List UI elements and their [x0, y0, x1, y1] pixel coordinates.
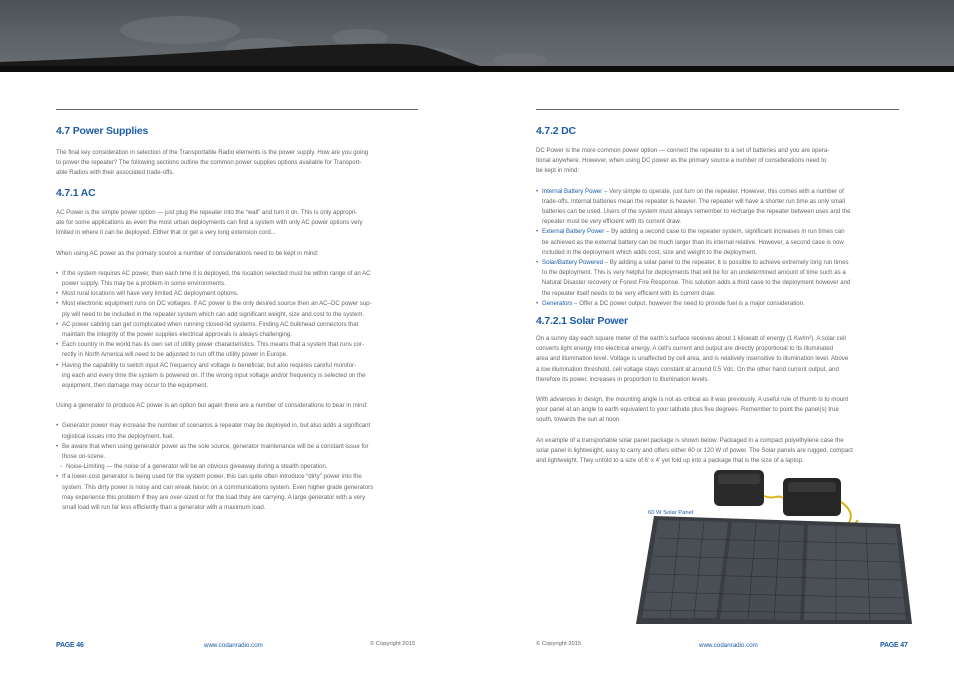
solar-line: your panel at an angle to earth equivalent to your latitude plus five degrees. Remember to point the panel(s) true: [536, 406, 839, 414]
solar-line: south, towards the sun at noon.: [536, 416, 622, 424]
list-item: • AC power cabling can get complicated when running closed-lid systems. Finding AC bulkhead connectors that maintain the integrity of the power supplies electrical approvals is always challenging.: [56, 320, 418, 340]
intro-line: to power the repeater? The following sections outline the common power supplies options available for Transport-: [56, 159, 362, 167]
copyright-right: © Copyright 2015: [536, 641, 582, 647]
heading-solar-power: 4.7.2.1 Solar Power: [536, 315, 628, 327]
list-item: • Solar/Battery Powered – By adding a solar panel to the repeater, it is possible to achieve extremely long run times to the deployment. This is very helpful for deployments that will be for an undetermined amount of time such as a Natural Disaster recovery or Forest Fire Response. This solution adds a third case to the deployment however and the repeater itself needs to be very efficient with its current draw.: [536, 258, 900, 299]
ac-bullet-list: [56, 269, 418, 391]
dc-section: [536, 146, 900, 309]
list-item: • If a lower-cost generator is being used for the system power, this can quite often introduce “dirty” power into the system. This dirty power is noisy and can wreak havoc on a communications system. Even higher grade generators may experience this problem if they are over-sized or for the load they are carrying. A large generator with a very small load will run far less efficiently than a generator with a maximum load.: [56, 472, 418, 513]
copyright-left: © Copyright 2015: [370, 641, 416, 647]
solar-line: solar panel is lightweight, easy to carry and offers either 60 or 120 W of power. The Solar panels are rugged, compact: [536, 446, 853, 454]
dc-line: DC Power is the more common power option — connect the repeater to a set of batteries and you are opera-: [536, 147, 830, 154]
list-item: • Each country in the world has its own set of utility power characteristics. This means that a system that runs cor- rectly in North America will need to be adjusted to run off the utility power in Europe.: [56, 340, 418, 360]
list-item: • Be aware that when using generator power as the sole source, generator maintenance will be a constant issue for those on-scene.: [56, 442, 418, 462]
solar-line: therefore its power, increases in proportion to illumination levels.: [536, 375, 710, 383]
list-item: • Generator power may increase the number of scenarios a repeater may be deployed in, but also adds a significant logistical issues into the deployment, fuel.: [56, 421, 418, 441]
heading-dc: 4.7.2 DC: [536, 125, 576, 137]
dc-line: tional anywhere. However, when using DC power as the primary source a number of considerations need to: [536, 157, 827, 165]
heading-ac: 4.7.1 AC: [56, 187, 96, 199]
list-item: • Generators – Offer a DC power output, however the need to provide fuel is a major consideration.: [536, 299, 900, 309]
list-item: • External Battery Power – By adding a second case to the repeater system, significant increases in run times can be achieved as the external battery can be much larger than its internal relative. However, a second case is now included in the deployment which adds cost, size and weight to the deployment.: [536, 227, 900, 258]
left-top-rule: [56, 109, 418, 110]
ac-line: AC Power is the simple power option — just plug the repeater into the “wall” and turn it on. This is only appropri-: [56, 209, 358, 216]
generator-considerations: Using a generator to produce AC power is an option but again there are a number of considerations to bear in mind:: [56, 402, 368, 410]
generator-bullet-list: [56, 421, 418, 513]
list-item: • Most rural locations will have very limited AC deployment options.: [56, 289, 418, 299]
intro-line: The final key consideration in selection of the Transportable Radio elements is the power supply. How are you going: [56, 149, 369, 156]
list-item: ◦ Noise-Limiting — the noise of a generator will be an obvious giveaway during a stealth operation.: [56, 462, 418, 472]
solar-line: area and illumination level. Voltage is unaffected by cell area, and is relatively insensitive to illumination level. Above: [536, 355, 849, 363]
solar-line: With advances in design, the mounting angle is not as critical as it was previously. A useful rule of thumb is to mount: [536, 396, 849, 404]
solar-line: On a sunny day each square meter of the earth’s surface receives about 1 kilowatt of energy (1 Kw/m²). A solar cell: [536, 335, 846, 342]
solar-line: converts light energy into electrical energy. A cell’s current and output are directly proportional to its illuminated: [536, 345, 834, 353]
power-intro: [56, 148, 418, 179]
image-caption: 60 W Solar Panel: [648, 510, 694, 516]
header-banner: [0, 0, 954, 72]
list-item: • Most electronic equipment runs on DC voltages. If AC power is the only desired source then an AC–DC power sup- ply will need to be included in the repeater system which can add significant weight, size and cost to the system.: [56, 299, 418, 319]
list-item: • If the system requires AC power, then each time it is deployed, the location selected must be within range of an AC power supply. This may be a problem in some environments.: [56, 269, 418, 289]
ac-line: ate for some applications as even the most urban deployments can find a system with only AC power options very: [56, 219, 363, 227]
page-number-right: PAGE 47: [880, 642, 908, 649]
world-map-banner-icon: [0, 0, 954, 72]
right-top-rule: [536, 109, 899, 110]
ac-line: limited in where it can be deployed. Either that or get a very long extension cord...: [56, 229, 276, 237]
website-link-left[interactable]: www.codanradio.com: [204, 642, 263, 649]
dc-line: be kept in mind:: [536, 167, 580, 175]
list-item: • Internal Battery Power – Very simple to operate, just turn on the repeater. However, this comes with a number of trade-offs. Internal batteries mean the repeater is heavier. The repeater will have a shorter run time as only small batteries can be used. Users of the system must always remember to recharge the repeater between uses and the repeater must be very efficient with its current draw.: [536, 187, 900, 228]
ac-section: [56, 208, 418, 513]
solar-line: An example of a transportable solar panel package is shown below. Packaged in a compact polyethylene case the: [536, 436, 844, 444]
solar-line: and lightweight. They unfold to a size of 6’ x 4’ yet fold up into a package that is the size of a laptop.: [536, 457, 804, 465]
list-item: • Having the capability to switch input AC frequency and voltage is beneficial, but also requires careful monitor- ing each and every time the system is powered on. If the wrong input voltage and/or frequency is selected on the equipment, then damage may occur to the equipment.: [56, 361, 418, 392]
intro-line: able Radios with their associated trade-offs.: [56, 169, 175, 177]
solar-line: a low illumination threshold, cell voltage stays constant at around 0.5 Vdc. On the other hand current output, and: [536, 365, 839, 373]
solar-panel-kit-photo-icon: [618, 468, 920, 630]
page-number-left: PAGE 46: [56, 642, 84, 649]
website-link-right[interactable]: www.codanradio.com: [699, 642, 758, 649]
dc-bullet-list: [536, 187, 900, 309]
ac-considerations: When using AC power as the primary source a number of considerations need to be kept in mind:: [56, 249, 319, 257]
solar-section: [536, 334, 902, 466]
heading-power-supplies: 4.7 Power Supplies: [56, 125, 149, 137]
